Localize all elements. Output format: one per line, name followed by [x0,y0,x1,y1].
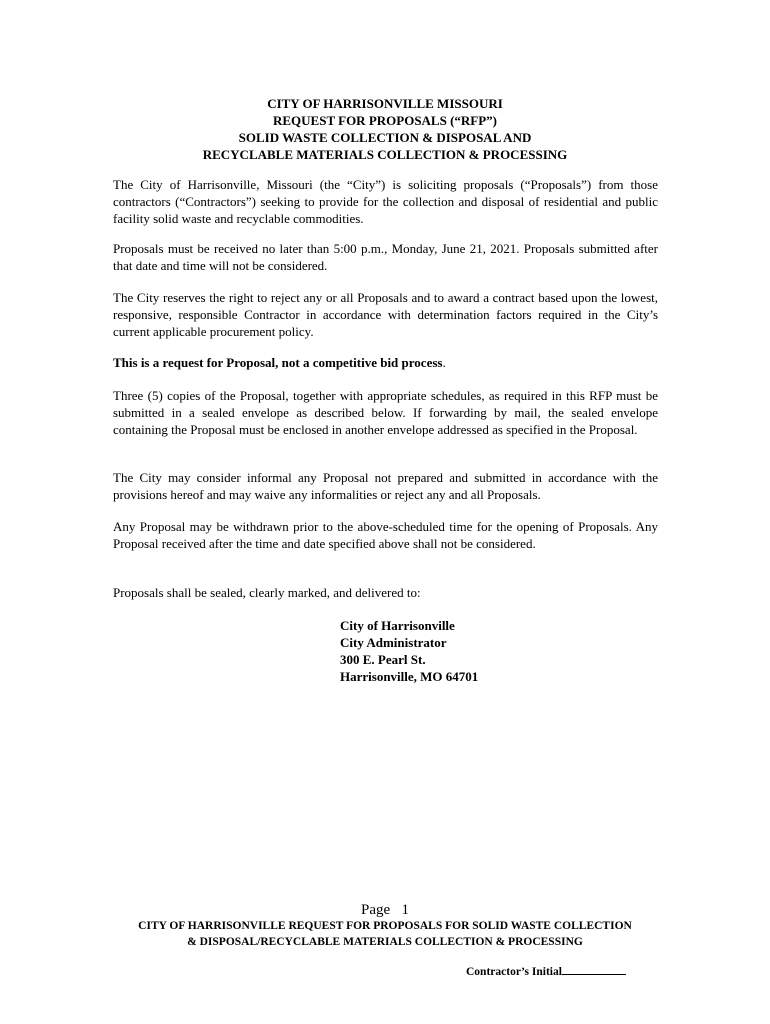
page-number: Page 1 [361,902,409,918]
notice-bold-text: This is a request for Proposal, not a competitive bid process [113,355,443,370]
paragraph-delivery: Proposals shall be sealed, clearly marked, and delivered to: [113,585,421,600]
paragraph-intro: The City of Harrisonville, Missouri (the “City”) is soliciting proposals (“Proposals”) from those contractors (“Contractors”) seeking to provide for the collection and disposal of residential and public facility solid waste and recyclable commodities. [113,177,658,226]
paragraph-withdrawn: Any Proposal may be withdrawn prior to the above-scheduled time for the opening of Proposals. Any Proposal received after the time and date specified above shall not be considered. [113,519,658,551]
paragraph-informal: The City may consider informal any Proposal not prepared and submitted in accordance with the provisions hereof and may waive any informalities or reject any and all Proposals. [113,470,658,502]
contractor-initial-label: Contractor’s Initial [466,966,562,978]
document-heading [0,95,770,163]
delivery-address [340,617,478,685]
heading-city: CITY OF HARRISONVILLE MISSOURI [267,96,503,111]
address-city-state-zip: Harrisonville, MO 64701 [340,669,479,684]
paragraph-notice [113,354,658,371]
contractor-initial-line [562,963,626,975]
paragraph-deadline: Proposals must be received no later than 5:00 p.m., Monday, June 21, 2021. Proposals submitted after that date and time will not be considered. [113,241,658,273]
paragraph-copies: Three (5) copies of the Proposal, together with appropriate schedules, as required in this RFP must be submitted in a sealed envelope as described below. If forwarding by mail, the sealed envelope containing the Proposal must be enclosed in another envelope addressed as specified in the Proposal. [113,388,658,437]
footer-line-1: CITY OF HARRISONVILLE REQUEST FOR PROPOSALS FOR SOLID WASTE COLLECTION [138,920,632,932]
heading-recyclable: RECYCLABLE MATERIALS COLLECTION & PROCESSING [202,147,568,162]
notice-period: . [442,355,446,370]
heading-solid-waste: SOLID WASTE COLLECTION & DISPOSAL AND [238,130,532,145]
document-footer [0,918,770,950]
heading-rfp: REQUEST FOR PROPOSALS (“RFP”) [272,113,498,128]
paragraph-reserves-right: The City reserves the right to reject any or all Proposals and to award a contract based upon the lowest, responsive, responsible Contractor in accordance with determination factors required in the City’s current applicable procurement policy. [113,290,658,339]
address-city: City of Harrisonville [340,618,455,633]
address-title: City Administrator [340,635,447,650]
footer-line-2: & DISPOSAL/RECYCLABLE MATERIALS COLLECTION & PROCESSING [187,936,583,948]
address-street: 300 E. Pearl St. [340,652,426,667]
contractor-initial [466,963,626,980]
